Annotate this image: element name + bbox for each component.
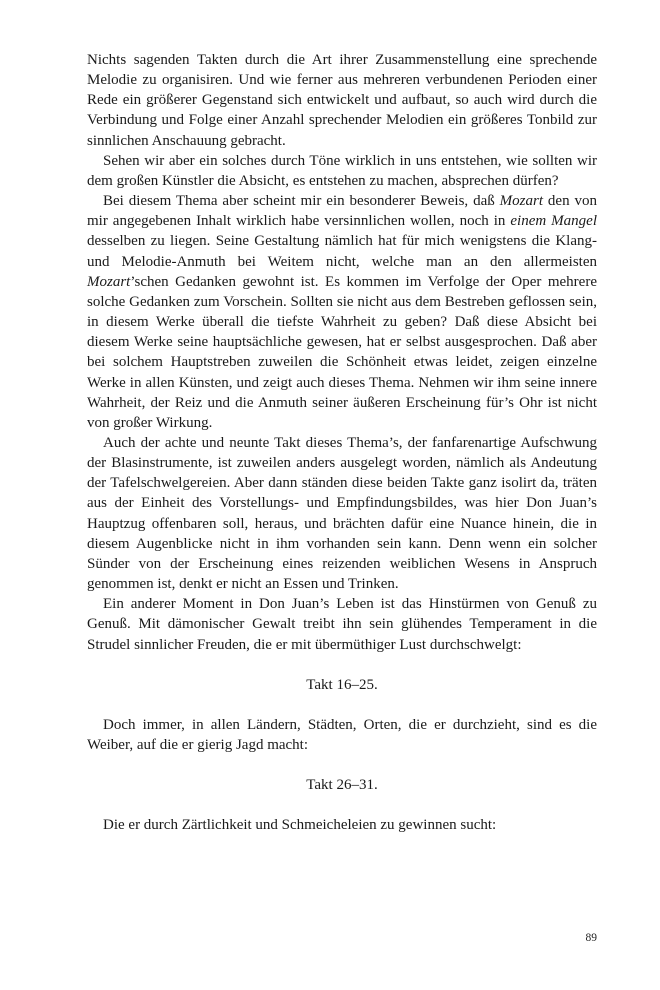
emphasis-mozart: Mozart	[499, 193, 543, 210]
emphasis-einem-mangel: einem Mangel	[510, 213, 597, 230]
paragraph-7: Die er durch Zärtlichkeit und Schmeicheleien zu gewinnen sucht:	[103, 817, 497, 834]
paragraph-6: Doch immer, in allen Ländern, Städten, Orten, die er durchzieht, sind es die Weiber, auf die er gierig Jagd macht:	[87, 716, 597, 753]
musical-example-label-2: Takt 26–31.	[306, 777, 378, 794]
paragraph-2: Sehen wir aber ein solches durch Töne wirklich in uns entstehen, wie sollten wir dem großen Künstler die Absicht, es entstehen zu machen, absprechen dürfen?	[87, 152, 597, 189]
emphasis-mozart: Mozart	[87, 273, 131, 290]
paragraph-4: Auch der achte und neunte Takt dieses Thema’s, der fanfarenartige Aufschwung der Blasinstrumente, ist zuweilen anders ausgelegt worden, nämlich als Andeutung der Tafelschwelgereien. Aber dann ständen diese beiden Takte ganz isolirt da, träten aus der Einheit des Vorstellungs- und Empfindungsbildes, was hier Don Juan’s Hauptzug offenbaren soll, heraus, und brächten dafür eine Nuance hinein, die in diesem Augenblicke nicht in ihm vorhanden sein kann. Denn wenn ein solcher Sünder von der Erscheinung eines reizenden weiblichen Wesens in Anspruch genommen ist, denkt er nicht an Essen und Trinken.	[87, 434, 597, 593]
paragraph-1: Nichts sagenden Takten durch die Art ihrer Zusammenstellung eine sprechende Melodie zu organisiren. Und wie ferner aus mehreren verbundenen Perioden einer Rede ein größerer Gegenstand sich entwickelt und aufbaut, so auch wird durch die Verbindung und Folge einer Anzahl sprechender Melodien ein größeres Tonbild zur sinnlichen Anschauung gebracht.	[87, 52, 597, 149]
paragraph-5: Ein anderer Moment in Don Juan’s Leben ist das Hinstürmen von Genuß zu Genuß. Mit dämonischer Gewalt treibt ihn sein glühendes Temperament in die Strudel sinnlicher Freuden, die er mit übermüthiger Lust durchschwelgt:	[87, 596, 597, 653]
musical-example-label-1: Takt 16–25.	[306, 676, 378, 693]
page-number: 89	[585, 932, 597, 944]
body-text	[87, 50, 597, 835]
paragraph-3: Bei diesem Thema aber scheint mir ein besonderer Beweis, daß Mozart den von mir angegebenen Inhalt wirklich habe versinnlichen wollen, noch in einem Mangel desselben zu liegen. Seine Gestaltung nämlich hat für mich wenigstens die Klang- und Melodie-Anmuth bei Weitem nicht, welche man an den allermeisten Mozart’schen Gedanken gewohnt ist. Es kommen im Verfolge der Oper mehrere solche Gedanken zum Vorschein. Sollten sie nicht aus dem Bestreben geflossen sein, in diesem Werke überall die tiefste Wahrheit zu geben? Daß diese Absicht bei diesem Werke seine hauptsächliche gewesen, hat er selbst ausgesprochen. Daß aber bei solchem Hauptstreben zuweilen die Schönheit etwas leidet, zeigen einzelne Werke in allen Künsten, und zeigt auch dieses Thema. Nehmen wir ihm seine innere Wahrheit, der Reiz und die Anmuth seiner äußeren Erscheinung für’s Ohr ist nicht von großer Wirkung.	[87, 193, 597, 431]
